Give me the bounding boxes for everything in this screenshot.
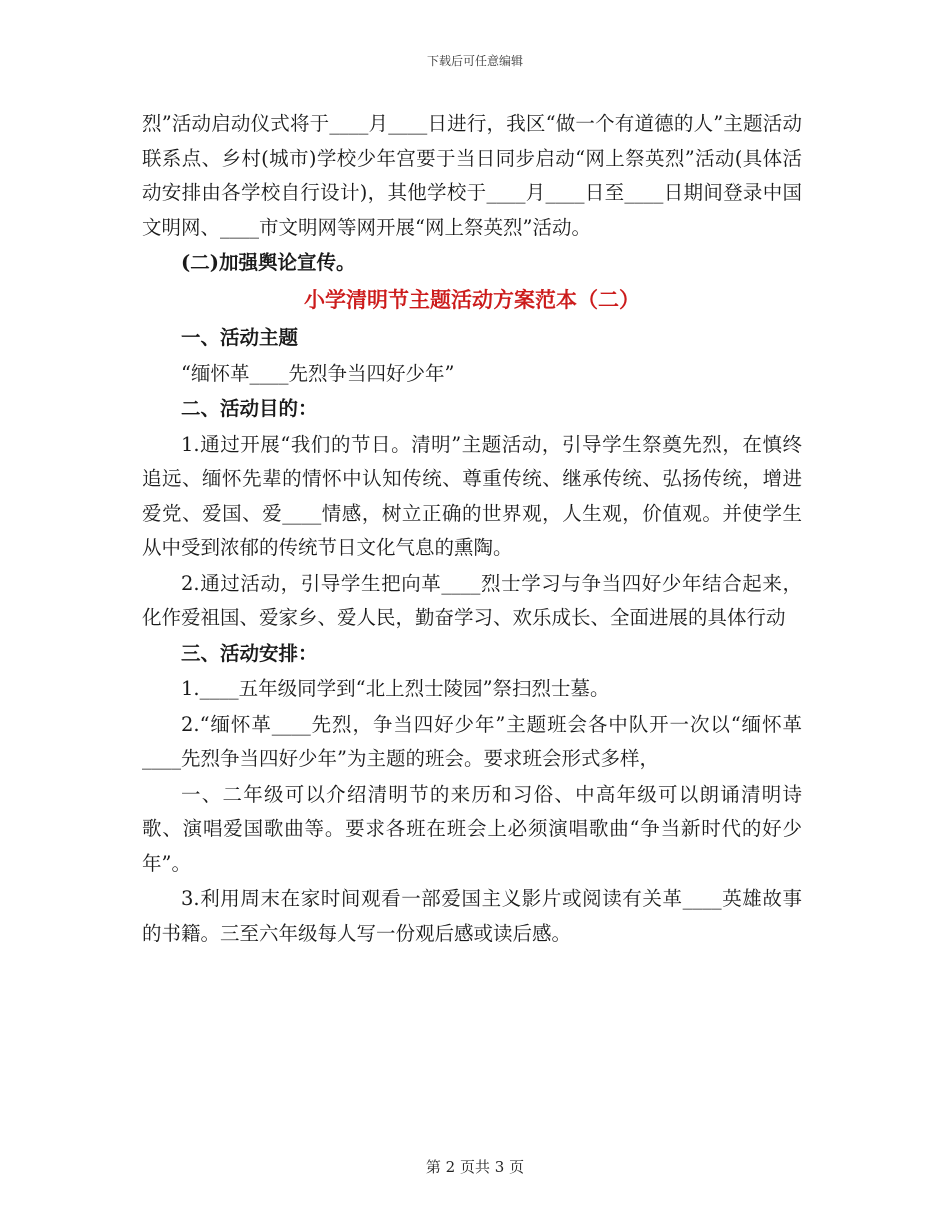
paragraph-continuation: 烈”活动启动仪式将于____月____日进行，我区“做一个有道德的人”主题活动联系点、乡村(城市)学校少年宫要于当日同步启动“网上祭英烈”活动(具体活动安排由各学校自行设计)，其他学校于____月____日至____日期间登录中国文明网、____市文明网等网开展“网上祭英烈”活动。 — [142, 112, 802, 239]
arrangement-item-3: 3.利用周末在家时间观看一部爱国主义影片或阅读有关革____英雄故事的书籍。三至六年级每人写一份观后感或读后感。 — [142, 887, 802, 945]
subheading-publicity: (二)加强舆论宣传。 — [181, 251, 356, 274]
arrangement-item-2-detail: 一、二年级可以介绍清明节的来历和习俗、中高年级可以朗诵清明诗歌、演唱爱国歌曲等。要求各班在班会上必须演唱歌曲“争当新时代的好少年”。 — [142, 782, 802, 875]
purpose-item-2: 2.通过活动，引导学生把向革____烈士学习与争当四好少年结合起来，化作爱祖国、爱家乡、爱人民，勤奋学习、欢乐成长、全面进展的具体行动 — [142, 571, 802, 629]
section-title: 小学清明节主题活动方案范本（二） — [304, 286, 640, 312]
page-header: 下载后可任意编辑 — [426, 54, 523, 68]
heading-activity-purpose: 二、活动目的： — [181, 397, 318, 420]
arrangement-item-2: 2.“缅怀革____先烈，争当四好少年”主题班会各中队开一次以“缅怀革____先烈争当四好少年”为主题的班会。要求班会形式多样， — [142, 712, 802, 770]
document-body — [142, 107, 802, 952]
heading-activity-theme: 一、活动主题 — [181, 326, 299, 349]
arrangement-item-1: 1.____五年级同学到“北上烈士陵园”祭扫烈士墓。 — [181, 677, 610, 700]
activity-theme-text: “缅怀革____先烈争当四好少年” — [181, 361, 455, 385]
page-number: 第 2 页共 3 页 — [425, 1158, 525, 1176]
heading-activity-arrangement: 三、活动安排： — [181, 641, 318, 665]
purpose-item-1: 1.通过开展“我们的节日。清明”主题活动，引导学生祭奠先烈，在慎终追远、缅怀先辈的情怀中认知传统、尊重传统、继承传统、弘扬传统，增进爱党、爱国、爱____情感，树立正确的世界观，人生观，价值观。并使学生从中受到浓郁的传统节日文化气息的熏陶。 — [142, 432, 802, 559]
